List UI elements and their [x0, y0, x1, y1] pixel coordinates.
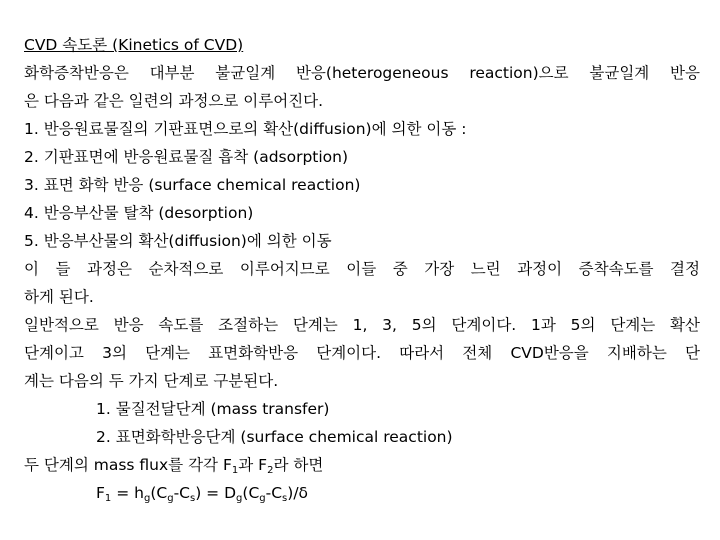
- eq-open1: (C: [150, 484, 168, 502]
- flux-sub-1: 1: [231, 465, 239, 476]
- eq-open2: (C: [242, 484, 260, 502]
- eq-f: F: [96, 484, 105, 502]
- eq-cg-sub-2: g: [259, 493, 266, 504]
- flux-text-pre: 두 단계의 mass flux를 각각 F: [24, 456, 232, 474]
- intro-line-2: 은 다음과 같은 일련의 과정으로 이루어진다.: [24, 92, 324, 110]
- eq-cs-sub-1: s: [189, 493, 196, 504]
- step-1: 1. 반응원료물질의 기판표면으로의 확산(diffusion)에 의한 이동 :: [24, 120, 467, 138]
- para3-line-1: 일반적으로 반응 속도를 조절하는 단계는 1, 3, 5의 단계이다. 1과 5의 단계는 확산: [24, 316, 700, 334]
- step-2: 2. 기판표면에 반응원료물질 흡착 (adsorption): [24, 148, 349, 166]
- eq-f-sub: 1: [104, 493, 112, 504]
- para3-line-3: 계는 다음의 두 가지 단계로 구분된다.: [24, 372, 279, 390]
- eq-h-sub: g: [143, 493, 151, 504]
- step-3: 3. 표면 화학 반응 (surface chemical reaction): [24, 176, 361, 194]
- step-5: 5. 반응부산물의 확산(diffusion)에 의한 이동: [24, 232, 332, 250]
- sub-step-1: 1. 물질전달단계 (mass transfer): [96, 400, 330, 418]
- sub-step-2: 2. 표면화학반응단계 (surface chemical reaction): [96, 428, 453, 446]
- step-4: 4. 반응부산물 탈착 (desorption): [24, 204, 254, 222]
- eq-eq2: ) = D: [195, 484, 237, 502]
- eq-minus2: -C: [265, 484, 283, 502]
- section-title: CVD 속도론 (Kinetics of CVD): [24, 36, 244, 54]
- eq-tail: )/δ: [287, 484, 309, 502]
- flux-line: [24, 455, 700, 475]
- flux-sub-2: 2: [267, 465, 274, 476]
- para2-line-1: 이 들 과정은 순차적으로 이루어지므로 이들 중 가장 느린 과정이 증착속도를 결정: [24, 260, 700, 278]
- flux-text-mid: 과 F: [238, 456, 268, 474]
- flux-text-post: 라 하면: [273, 456, 324, 474]
- eq-d-sub: g: [236, 493, 243, 504]
- eq-cs-sub-2: s: [282, 493, 288, 504]
- intro-line-1: 화학증착반응은 대부분 불균일계 반응(heterogeneous reaction)으로 불균일계 반응: [24, 64, 700, 82]
- eq-eq1: = h: [111, 484, 144, 502]
- eq-cg-sub-1: g: [167, 493, 174, 504]
- para3-line-2: 단계이고 3의 단계는 표면화학반응 단계이다. 따라서 전체 CVD반응을 지배하는 단: [24, 344, 700, 362]
- flux-equation: [96, 483, 308, 503]
- eq-minus1: -C: [173, 484, 190, 502]
- para2-line-2: 하게 된다.: [24, 288, 94, 306]
